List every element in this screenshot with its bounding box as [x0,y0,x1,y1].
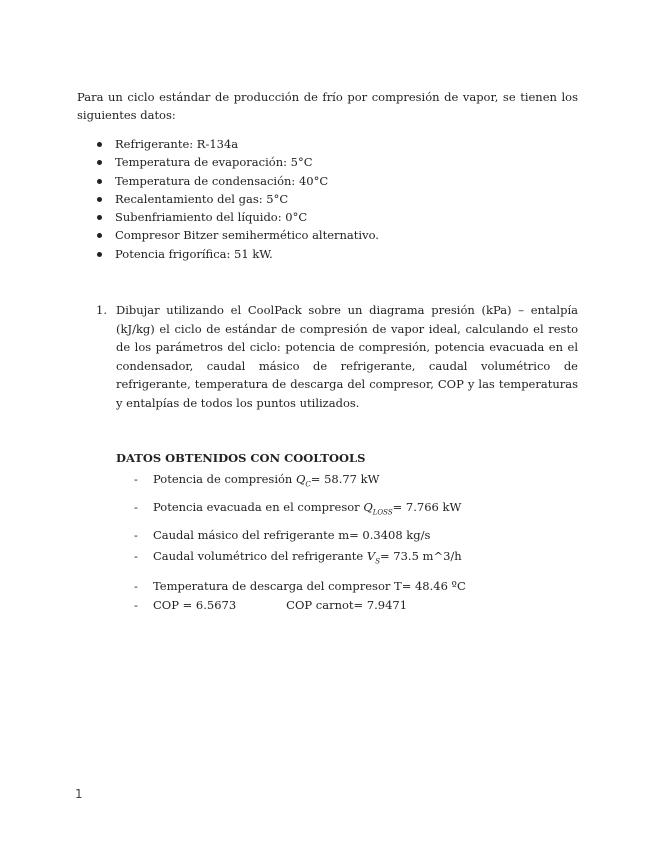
list-item: Recalentamiento del gas: 5°C [95,190,575,208]
result-compression-power: - Potencia de compresión $Q_C= 58.77$ kW [116,468,576,495]
result-discharge-temperature: - Temperatura de descarga del compresor T= 48.46 ºC [116,576,576,596]
dash-marker: - [134,500,138,515]
dash-marker: - [134,472,138,486]
result-cop [116,596,576,614]
cop-value: COP = 6.5673 [153,597,237,612]
bullet-dot-icon [97,233,102,238]
question-text: Dibujar utilizando el CoolPack sobre un diagrama presión (kPa) – entalpía (kJ/kg) el ciclo de estándar de compresión de vapor ideal, calculando el resto de los parámetros del ciclo: potencia de compresión, potencia evacuada en el condensador, caudal másico de refrigerante, caudal volumétrico de refrigerante, temperatura de descarga del compresor, COP y las temperaturas y entalpías de todos los puntos utilizados. [116,303,578,410]
list-item: Temperatura de condensación: 40°C [95,172,575,190]
dash-marker: - [134,578,138,593]
bullet-dot-icon [97,197,102,202]
results-list [116,468,576,614]
question-number: 1. [96,303,107,317]
bullet-dot-icon [97,142,102,147]
bullet-dot-icon [97,179,102,184]
list-item: Potencia frigorífica: 51 kW. [95,245,575,263]
intro-paragraph: Para un ciclo estándar de producción de frío por compresión de vapor, se tienen los siguientes datos: [77,90,578,122]
results-heading: DATOS OBTENIDOS CON COOLTOOLS [116,451,366,465]
data-list [95,135,575,263]
list-item: Subenfriamiento del líquido: 0°C [95,208,575,226]
page-number: 1 [75,787,83,801]
bullet-dot-icon [97,160,102,165]
result-volumetric-flow: - Caudal volumétrico del refrigerante $V_S= 73.5$ m^3/h [116,546,576,571]
dash-marker: - [134,527,138,542]
dash-marker: - [134,548,138,563]
result-mass-flow: - Caudal másico del refrigerante m= 0.3408 kg/s [116,525,576,546]
bullet-dot-icon [97,215,102,220]
bullet-dot-icon [97,252,102,257]
result-evacuated-power: - Potencia evacuada en el compresor $Q_{LOSS}= 7.766$ kW [116,495,576,524]
list-item: Refrigerante: R-134a [95,135,575,153]
list-item: Temperatura de evaporación: 5°C [95,153,575,171]
cop-carnot-value: COP carnot= 7.9471 [286,597,408,612]
list-item: Compresor Bitzer semihermético alternativo. [95,226,575,244]
dash-marker: - [134,597,138,612]
question-1 [96,301,578,412]
results-section [116,450,576,614]
